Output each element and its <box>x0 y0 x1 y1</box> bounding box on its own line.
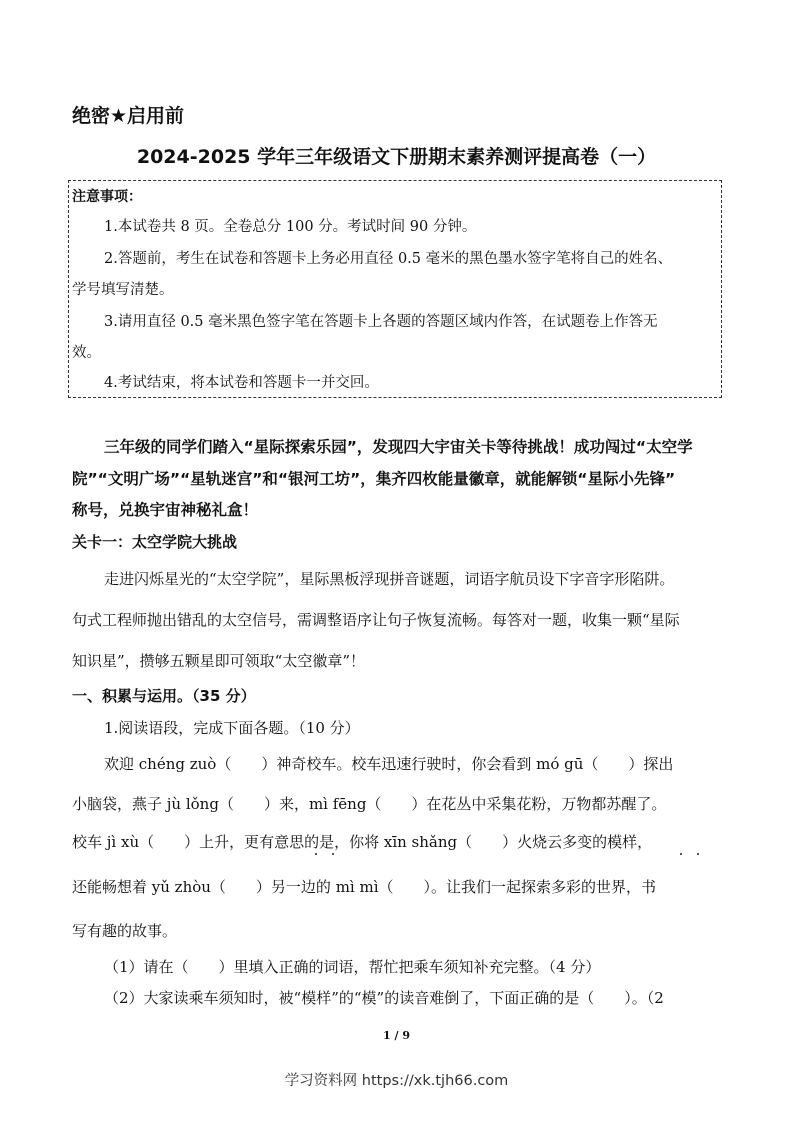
passage-line: 欢迎 chéng zuò（ ）神奇校车。校车迅速行驶时，你会看到 mó gū（ ）探出 <box>104 755 674 773</box>
emphasis-dot <box>697 853 699 855</box>
notice-line: 4.考试结束，将本试卷和答题卡一并交回。 <box>104 375 379 391</box>
page-number: 1 / 9 <box>383 1029 410 1042</box>
passage-line: 还能畅想着 yǔ zhòu（ ）另一边的 mì mì（ ）。让我们一起探索多彩的世界，书 <box>72 878 657 896</box>
emphasis-dot <box>680 853 682 855</box>
notice-line: 2.答题前，考生在试卷和答题卡上务必用直径 0.5 毫米的黑色墨水签字笔将自己的姓名、 <box>104 251 673 267</box>
intro-line: 称号，兑换宇宙神秘礼盒！ <box>72 501 259 519</box>
notice-line: 3.请用直径 0.5 毫米黑色签字笔在答题卡上各题的答题区域内作答，在试题卷上作答无 <box>104 314 658 330</box>
notice-line: 1.本试卷共 8 页。全卷总分 100 分。考试时间 90 分钟。 <box>104 219 477 235</box>
level1-line: 知识星”，攒够五颗星即可领取“太空徽章”！ <box>72 652 366 670</box>
passage-line: 写有趣的故事。 <box>72 922 178 940</box>
notice-line: 效。 <box>72 345 101 361</box>
passage-line: 小脑袋，燕子 jù lǒng（ ）来，mì fēng（ ）在花丛中采集花粉，万物都苏醒了。 <box>72 795 667 813</box>
secret-label: 绝密★启用前 <box>72 105 185 127</box>
level1-line: 走进闪烁星光的“太空学院”，星际黑板浮现拼音谜题，词语字航员设下字音字形陷阱。 <box>104 570 675 588</box>
question1-title: 1.阅读语段，完成下面各题。（10 分） <box>104 719 360 737</box>
intro-line: 院”“文明广场”“星轨迷宫”和“银河工坊”，集齐四枚能量徽章，就能解锁“星际小先锋” <box>72 470 676 488</box>
intro-line: 三年级的同学们踏入“星际探索乐园”，发现四大宇宙关卡等待挑战！成功闯过“太空学 <box>104 438 693 456</box>
section1-title: 一、积累与运用。（35 分） <box>72 687 256 705</box>
page-title: 2024-2025 学年三年级语文下册期末素养测评提高卷（一） <box>136 146 657 168</box>
passage-line: 校车 jì xù（ ）上升，更有意思的是，你将 xīn shǎng（ ）火烧云多变的模样， <box>72 833 653 851</box>
notice-heading: 注意事项： <box>72 189 142 205</box>
level1-title: 关卡一：太空学院大挑战 <box>72 533 238 551</box>
level1-line: 句式工程师抛出错乱的太空信号，需调整语序让句子恢复流畅。每答对一题，收集一颗“星际 <box>72 611 680 629</box>
site-watermark: 学习资料网 https://xk.tjh66.com <box>284 1073 509 1089</box>
notice-line: 学号填写清楚。 <box>72 282 174 298</box>
subquestion-2: （2）大家读乘车须知时，被“模样”的“模”的读音难倒了，下面正确的是（ ）。（2 <box>104 989 664 1007</box>
subquestion-1: （1）请在（ ）里填入正确的词语，帮忙把乘车须知补充完整。（4 分） <box>104 958 601 976</box>
emphasis-dot <box>315 853 317 855</box>
emphasis-dot <box>332 853 334 855</box>
